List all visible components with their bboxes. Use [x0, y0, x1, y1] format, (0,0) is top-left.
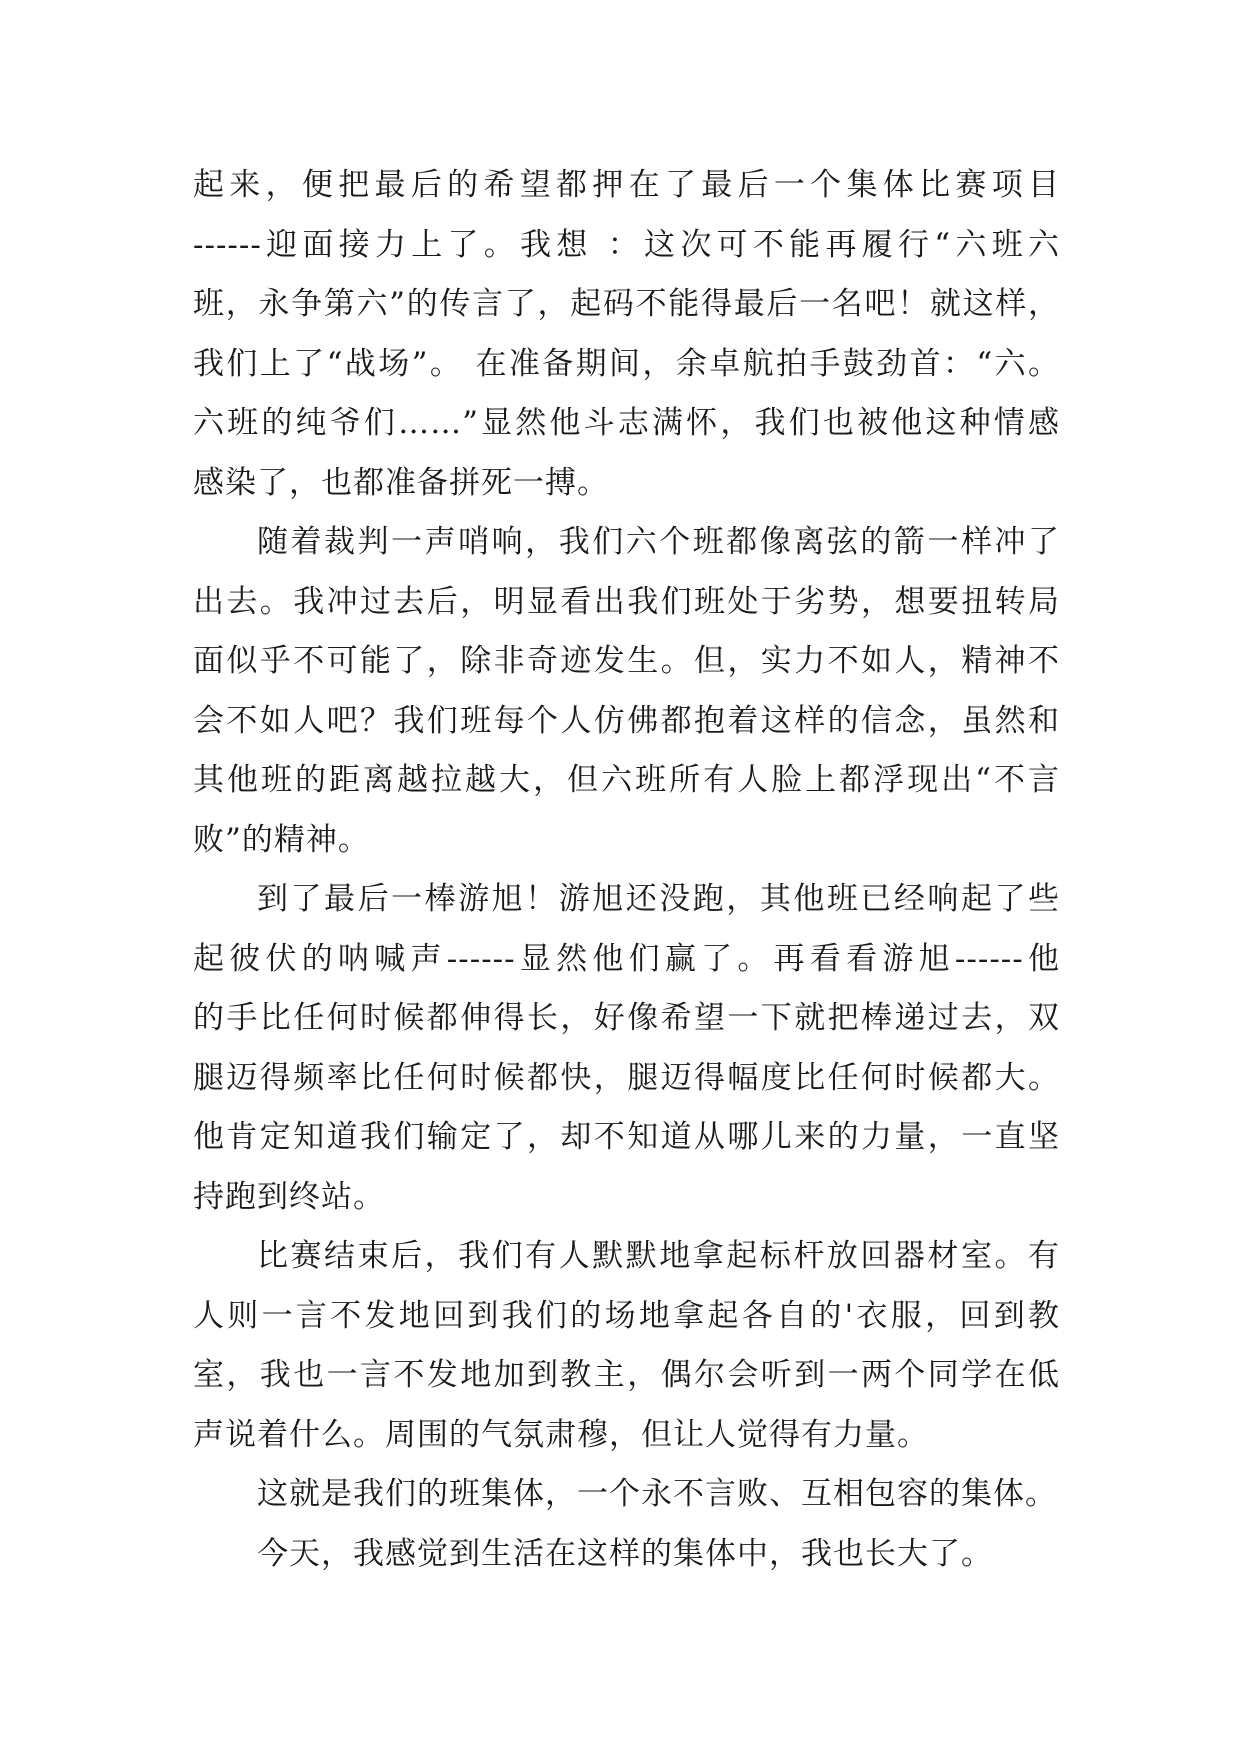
text-line: ------迎面接力上了。我想 ：这次可不能再履行“六班六 [193, 226, 1060, 263]
text-line: 会不如人吧？我们班每个人仿佛都抱着这样的信念，虽然和 [193, 702, 1060, 739]
text-line: 室，我也一言不发地加到教主，偶尔会听到一两个同学在低 [193, 1357, 1060, 1393]
text-line: 面似乎不可能了，除非奇迹发生。但，实力不如人，精神不 [193, 643, 1060, 679]
text-line: 声说着什么。周围的气氛肃穆，但让人觉得有力量。 [193, 1416, 929, 1453]
text-line: 随着裁判一声哨响，我们六个班都像离弦的箭一样冲了 [257, 524, 1060, 560]
paragraph [193, 870, 1060, 1227]
text-line: 我们上了“战场”。 在准备期间，余卓航拍手鼓劲首：“六。 [193, 345, 1060, 382]
text-line: 比赛结束后，我们有人默默地拿起标杆放回器材室。有 [257, 1238, 1060, 1274]
text-line: 其他班的距离越拉越大，但六班所有人脸上都浮现出“不言 [193, 762, 1060, 798]
text-line: 持跑到终站。 [193, 1178, 385, 1215]
text-line: 感染了，也都准备拼死一搏。 [193, 464, 609, 501]
text-line: 到了最后一棒游旭！游旭还没跑，其他班已经响起了些 [257, 881, 1060, 917]
text-line: 败”的精神。 [193, 821, 370, 858]
paragraph [193, 1525, 1060, 1585]
text-line: 起彼伏的呐喊声------显然他们赢了。再看看游旭------他 [193, 940, 1060, 977]
text-line: 今天，我感觉到生活在这样的集体中，我也长大了。 [257, 1535, 993, 1572]
document-body [193, 156, 1060, 1584]
text-line: 的手比任何时候都伸得长，好像希望一下就把棒递过去，双 [193, 1000, 1060, 1036]
text-line: 腿迈得频率比任何时候都快，腿迈得幅度比任何时候都大。 [193, 1059, 1060, 1096]
paragraph [193, 156, 1060, 513]
text-line: 这就是我们的班集体，一个永不言败、互相包容的集体。 [257, 1476, 1057, 1512]
paragraph [193, 513, 1060, 870]
text-line: 班，永争第六”的传言了，起码不能得最后一名吧！就这样， [193, 286, 1060, 322]
paragraph [193, 1465, 1060, 1525]
text-line: 人则一言不发地回到我们的场地拿起各自的'衣服，回到教 [193, 1297, 1060, 1334]
text-line: 出去。我冲过去后，明显看出我们班处于劣势，想要扭转局 [193, 583, 1060, 620]
paragraph [193, 1227, 1060, 1465]
text-line: 六班的纯爷们……”显然他斗志满怀，我们也被他这种情感 [193, 405, 1060, 441]
text-line: 他肯定知道我们输定了，却不知道从哪儿来的力量，一直坚 [193, 1119, 1060, 1155]
text-line: 起来，便把最后的希望都押在了最后一个集体比赛项目 [193, 167, 1060, 203]
